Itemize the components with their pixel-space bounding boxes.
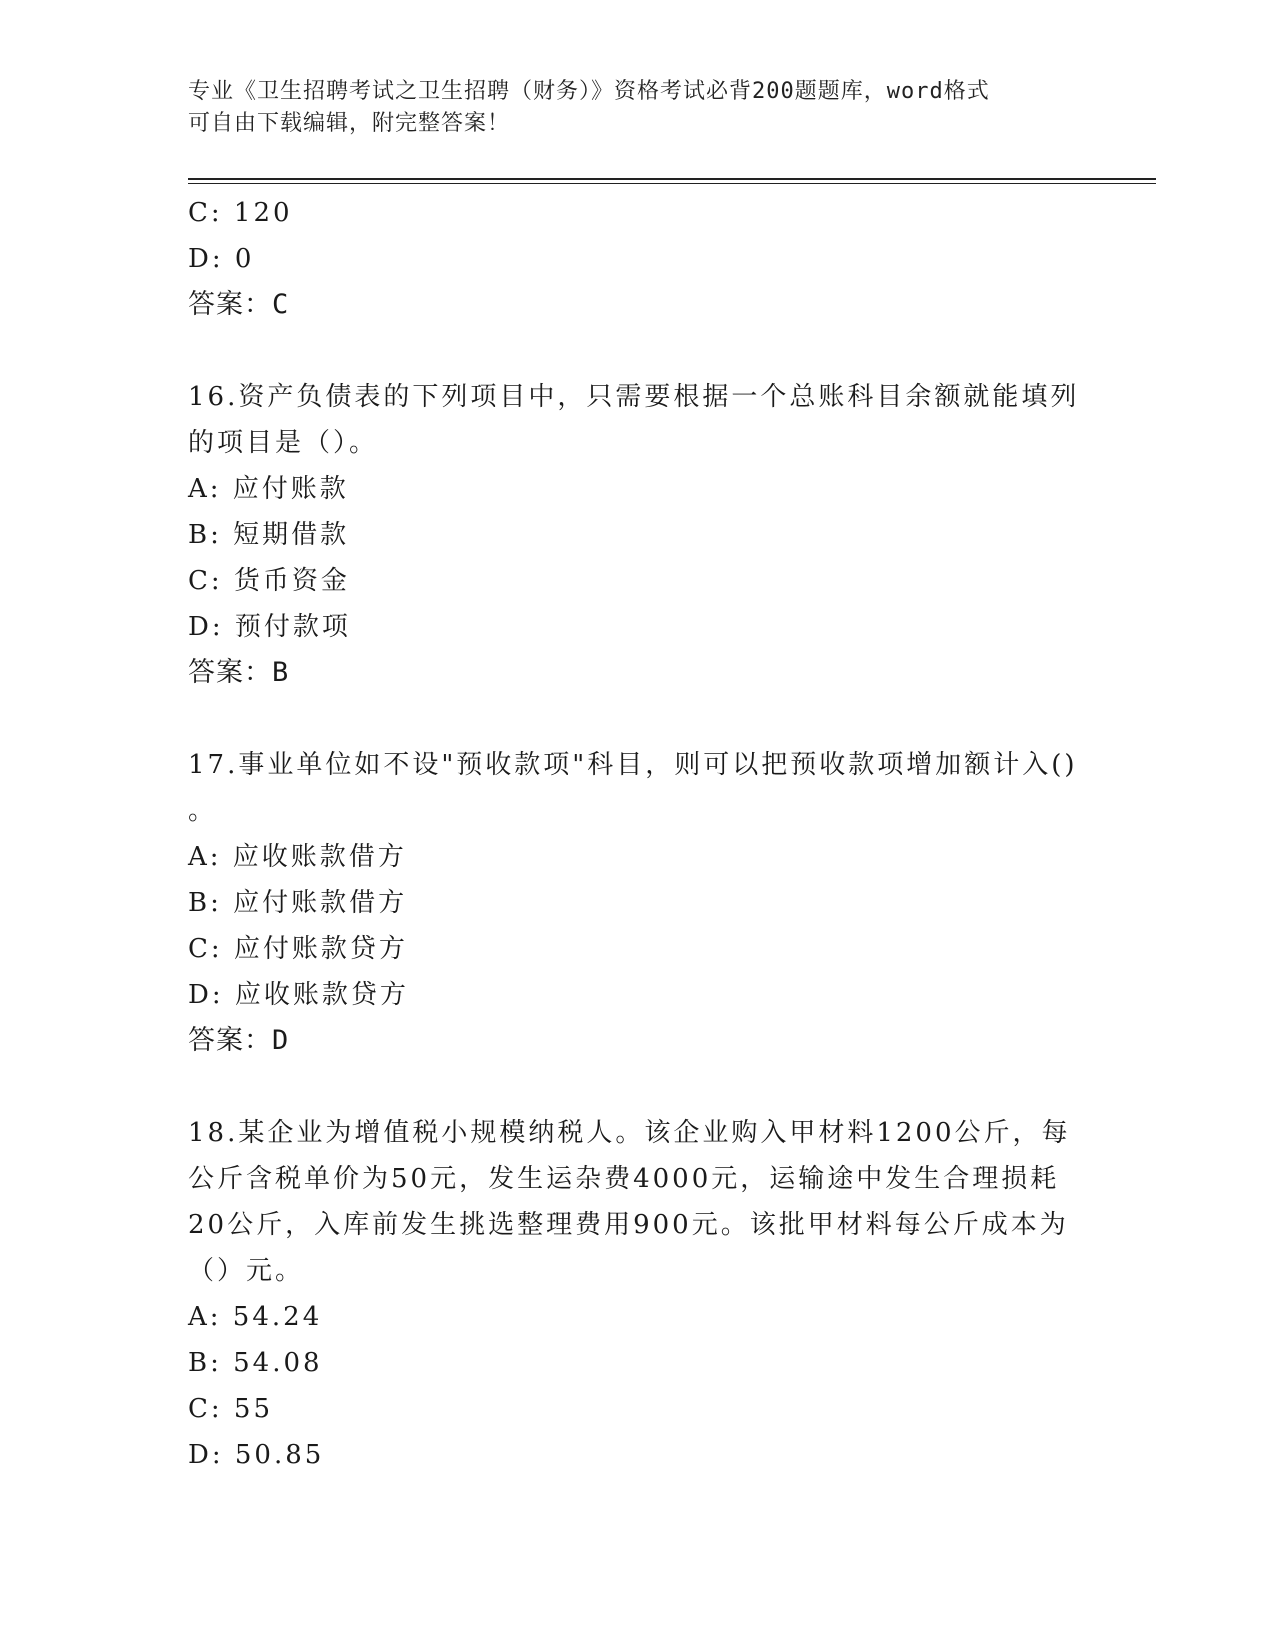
option-c: C: 55 — [188, 1394, 274, 1424]
option-b: B: 54.08 — [188, 1348, 323, 1378]
option-c: C: 应付账款贷方 — [188, 934, 408, 964]
question-18 — [188, 1110, 1088, 1478]
option-d: D: 应收账款贷方 — [188, 980, 409, 1010]
option-a: A: 应收账款借方 — [188, 842, 407, 872]
question-text-line: 18.某企业为增值税小规模纳税人。该企业购入甲材料1200公斤，每 — [188, 1118, 1071, 1148]
spacer — [188, 696, 1088, 742]
option-d: D: 0 — [188, 244, 255, 274]
question-text — [188, 374, 1088, 466]
option-d: D: 预付款项 — [188, 612, 351, 642]
question-text-line: （）元。 — [188, 1256, 305, 1286]
document-header — [188, 76, 1068, 140]
answer-text: 答案：B — [188, 657, 290, 688]
spacer — [188, 328, 1088, 374]
answer-text: 答案：C — [188, 289, 290, 320]
option-c: C: 货币资金 — [188, 566, 350, 596]
question-text-line: 17.事业单位如不设"预收款项"科目，则可以把预收款项增加额计入() — [188, 750, 1078, 780]
question-text-line: 16.资产负债表的下列项目中，只需要根据一个总账科目余额就能填列 — [188, 382, 1080, 412]
header-divider — [188, 178, 1156, 180]
option-b: B: 短期借款 — [188, 520, 350, 550]
header-divider-thin — [188, 183, 1156, 184]
question-text — [188, 1110, 1088, 1294]
document-body — [188, 190, 1088, 1478]
option-a: A: 54.24 — [188, 1302, 323, 1332]
question-15 — [188, 190, 1088, 328]
header-title-line-1: 专业《卫生招聘考试之卫生招聘（财务）》资格考试必背200题题库，word格式 — [188, 79, 990, 104]
spacer — [188, 1064, 1088, 1110]
option-b: B: 应付账款借方 — [188, 888, 408, 918]
option-d: D: 50.85 — [188, 1440, 325, 1470]
question-17 — [188, 742, 1088, 1064]
question-text — [188, 742, 1088, 834]
answer-text: 答案：D — [188, 1025, 290, 1056]
question-text-line: 。 — [188, 796, 218, 826]
question-16 — [188, 374, 1088, 696]
question-text-line: 的项目是（）。 — [188, 428, 379, 458]
question-text-line: 公斤含税单价为50元，发生运杂费4000元，运输途中发生合理损耗 — [188, 1164, 1060, 1194]
option-c: C: 120 — [188, 198, 293, 228]
question-text-line: 20公斤，入库前发生挑选整理费用900元。该批甲材料每公斤成本为 — [188, 1210, 1069, 1240]
header-title-line-2: 可自由下载编辑，附完整答案！ — [188, 111, 511, 136]
option-a: A: 应付账款 — [188, 474, 349, 504]
